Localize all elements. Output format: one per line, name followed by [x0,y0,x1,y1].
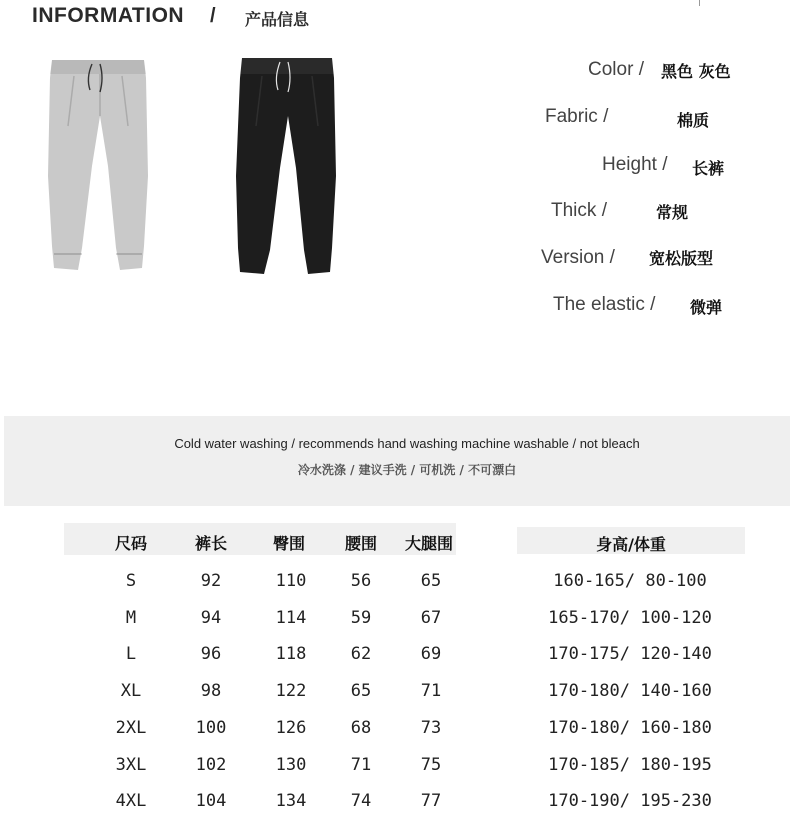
attr-fabric-value: 棉质 [677,111,710,130]
cell-size: 2XL [115,717,147,738]
black-pants-image [232,56,340,278]
cell-size: S [125,571,137,591]
cell-hip: 118 [275,644,307,665]
cell-fit: 160-165/ 80-100 [553,571,707,591]
cell-size: 4XL [115,791,147,812]
attr-elastic-label: The elastic / [553,294,656,315]
cell-hip: 122 [275,681,307,702]
black-pants-waistband [240,58,334,74]
cell-thigh: 75 [420,754,442,775]
cell-fit: 165-170/ 100-120 [548,607,712,628]
cell-size: L [125,644,137,665]
attr-color-value: 黑色 灰色 [661,62,731,81]
col-header-thigh: 大腿围 [404,534,453,553]
col-header-waist: 腰围 [344,534,377,553]
cell-length: 102 [195,754,227,775]
care-instructions-en: Cold water washing / recommends hand washing machine washable / not bleach [174,436,640,451]
cell-waist: 68 [350,717,372,738]
care-instructions-cn: 冷水洗涤 / 建议手洗 / 可机洗 / 不可漂白 [297,463,517,477]
cell-waist: 74 [350,791,372,812]
attr-version-label: Version / [541,247,615,268]
attr-thick-value: 常规 [656,203,689,222]
gray-pants-image [44,56,152,276]
cell-hip: 126 [275,717,307,738]
cell-hip: 134 [275,791,307,812]
col-header-length: 裤长 [194,534,227,553]
attr-height-value: 长裤 [692,159,725,178]
cell-thigh: 67 [420,607,442,628]
cell-length: 94 [200,607,222,628]
attr-height-label: Height / [602,154,668,175]
col-header-size: 尺码 [114,534,147,553]
cell-fit: 170-180/ 160-180 [548,717,712,738]
cell-length: 104 [195,791,227,812]
cell-waist: 59 [350,607,372,628]
black-pants-body [236,58,336,274]
attr-thick-label: Thick / [551,200,607,221]
cell-length: 96 [200,644,222,665]
cell-hip: 114 [275,607,307,628]
cell-length: 100 [195,717,227,738]
col-header-fit: 身高/体重 [596,535,666,554]
cell-waist: 62 [350,644,372,665]
section-title-cn: 产品信息 [245,10,310,29]
section-title-en: INFORMATION [32,4,185,27]
cell-thigh: 77 [420,791,442,812]
corner-tick [699,0,700,6]
cell-waist: 71 [350,754,372,775]
cell-size: M [125,607,137,628]
attr-version-value: 宽松版型 [649,249,714,268]
cell-hip: 130 [275,754,307,775]
cell-fit: 170-190/ 195-230 [548,791,712,812]
cell-thigh: 71 [420,681,442,702]
cell-size: 3XL [115,754,147,775]
cell-thigh: 69 [420,644,442,665]
cell-thigh: 73 [420,717,442,738]
cell-fit: 170-180/ 140-160 [548,681,712,702]
cell-size: XL [120,681,142,702]
attr-elastic-value: 微弹 [690,298,723,317]
gray-pants-body [48,60,148,270]
cell-hip: 110 [275,571,307,591]
cell-fit: 170-175/ 120-140 [548,644,712,665]
cell-length: 92 [200,571,222,591]
cell-thigh: 65 [420,571,442,591]
cell-waist: 65 [350,681,372,702]
attr-color-label: Color / [588,59,644,80]
cell-fit: 170-185/ 180-195 [548,754,712,775]
attr-fabric-label: Fabric / [545,106,609,127]
gray-pants-waistband [50,60,146,74]
cell-length: 98 [200,681,222,702]
title-separator: / [210,5,216,27]
cell-waist: 56 [350,571,372,591]
col-header-hip: 臀围 [272,534,305,553]
